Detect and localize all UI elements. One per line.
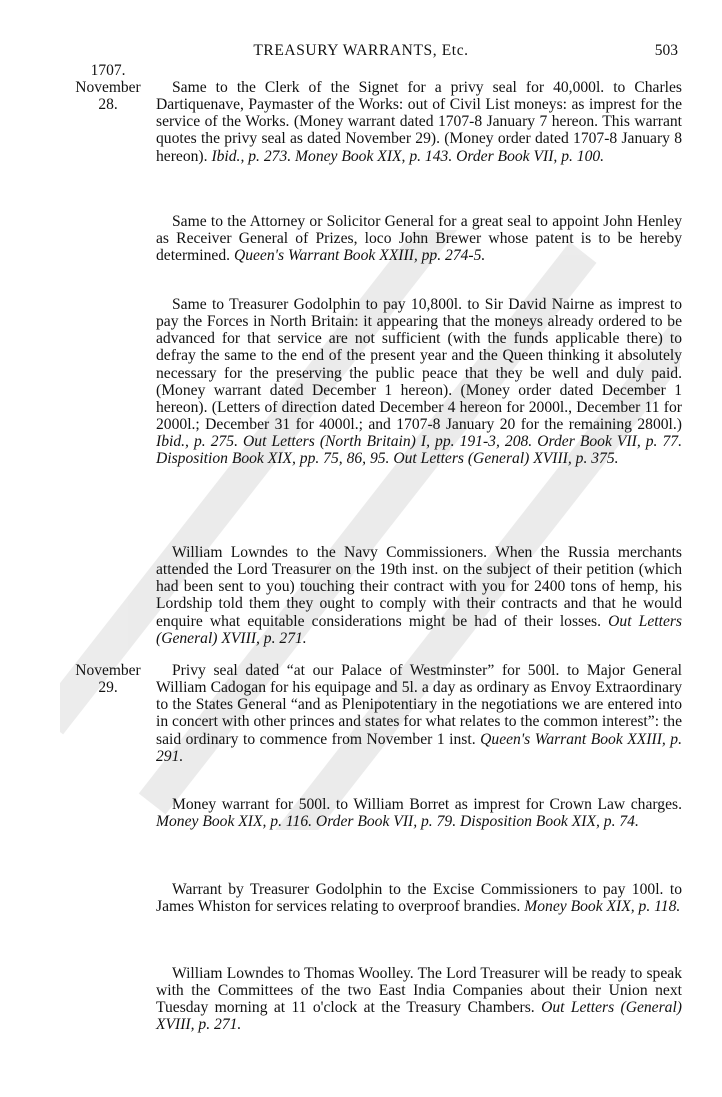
margin-month: November xyxy=(75,79,141,96)
margin-year: 1707. xyxy=(90,62,126,79)
entry-text: William Lowndes to Thomas Woolley. The Lord Treasurer will be ready to speak with the Committees of the two East India Companies about their Union next Tuesday morning at 11 o'clock at the Treasury Chambers. xyxy=(156,965,682,1017)
entry-paragraph xyxy=(156,79,682,165)
entry-paragraph xyxy=(156,213,682,264)
margin-day: 28. xyxy=(98,96,118,113)
margin-month: November xyxy=(75,662,141,679)
running-title: TREASURY WARRANTS, Etc. xyxy=(253,42,469,59)
entry-paragraph xyxy=(156,881,682,915)
entry-paragraph xyxy=(156,965,682,1034)
entry-paragraph xyxy=(156,662,682,765)
entry-reference: Ibid., p. 273. Money Book XIX, p. 143. Order Book VII, p. 100. xyxy=(211,147,605,165)
entry-reference: Ibid., p. 275. Out Letters (North Britain) I, pp. 191-3, 208. Order Book VII, p. 77. Disposition Book XIX, pp. 75, 86, 95. Out Letters (General) XVIII, p. 375. xyxy=(156,433,682,468)
entry-paragraph xyxy=(156,544,682,647)
entry-reference: Queen's Warrant Book XXIII, pp. 274-5. xyxy=(233,247,486,265)
entry-reference: Queen's Warrant Book XXIII, p. 291. xyxy=(156,730,682,765)
margin-date-nov-28 xyxy=(62,62,154,113)
entry-text: Same to Treasurer Godolphin to pay 10,800l. to Sir David Nairne as imprest to pay the Forces in North Britain: it appearing that the moneys already ordered to be advanced for that service are not sufficient (with the funds applicable there) to defray the same to the end of the present year and the Queen thinking it absolutely necessary for the preserving the public peace that they be well and duly paid. (Money warrant dated December 1 hereon). (Money order dated December 1 hereon). (Letters of direction dated December 4 hereon for 2000l., December 11 for 2000l.; December 31 for 4000l.; and 1707-8 January 20 for the remaining 2800l.) xyxy=(156,296,682,434)
entry-text: Privy seal dated “at our Palace of Westminster” for 500l. to Major General William Cadogan for his equipage and 5l. a day as ordinary as Envoy Extraordinary to the States General “and as Plenipotentiary in the negotiations we are entered into in concert with other princes and states for what relates to the common interest”: the said ordinary to commence from November 1 inst. xyxy=(156,662,682,748)
entry-text: Money warrant for 500l. to William Borret as imprest for Crown Law charges. xyxy=(172,796,682,813)
entry-text: Warrant by Treasurer Godolphin to the Excise Commissioners to pay 100l. to James Whiston for services relating to overproof brandies. xyxy=(156,881,682,916)
entry-paragraph xyxy=(156,796,682,830)
entry-reference: Money Book XIX, p. 116. Order Book VII, p. 79. Disposition Book XIX, p. 74. xyxy=(156,813,639,831)
margin-date-nov-29 xyxy=(62,662,154,696)
page-number: 503 xyxy=(654,42,678,59)
entry-text: William Lowndes to the Navy Commissioners. When the Russia merchants attended the Lord Treasurer on the 19th inst. on the subject of their petition (which had been sent to you) touching their contract with you for 2400 tons of hemp, his Lordship told them they ought to comply with their contracts and that he would enquire what equitable considerations might be had of their losses. xyxy=(156,544,682,630)
entry-paragraph xyxy=(156,296,682,468)
entry-reference: Out Letters (General) XVIII, p. 271. xyxy=(156,612,682,647)
entry-text: Same to the Clerk of the Signet for a privy seal for 40,000l. to Charles Dartiquenave, Paymaster of the Works: out of Civil List moneys: as imprest for the service of the Works. (Money warrant dated 1707-8 January 7 hereon. This warrant quotes the privy seal as dated November 29). (Money order dated 1707-8 January 8 hereon). xyxy=(156,79,682,165)
margin-day: 29. xyxy=(98,679,118,696)
entry-reference: Money Book XIX, p. 118. xyxy=(524,898,681,916)
entry-text: Same to the Attorney or Solicitor General for a great seal to appoint John Henley as Receiver General of Prizes, loco John Brewer whose patent is to be hereby determined. xyxy=(156,213,682,265)
entry-reference: Out Letters (General) XVIII, p. 271. xyxy=(156,999,682,1034)
